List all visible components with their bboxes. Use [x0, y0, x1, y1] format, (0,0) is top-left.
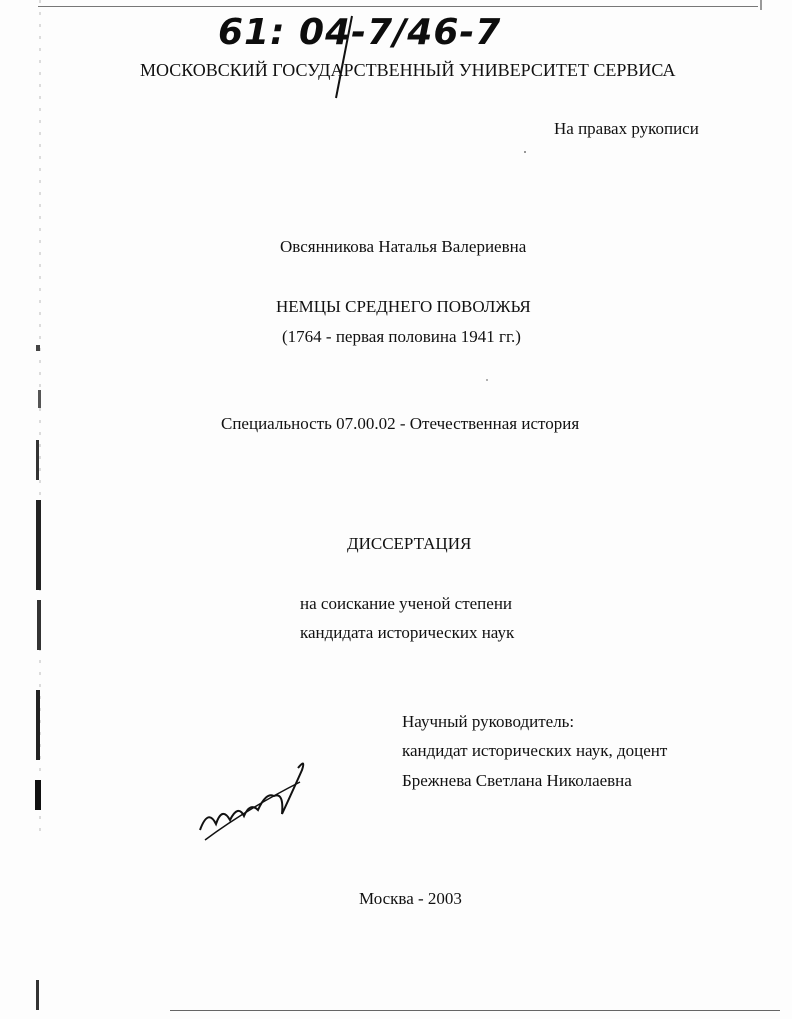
- dissertation-title: НЕМЦЫ СРЕДНЕГО ПОВОЛЖЬЯ: [276, 297, 531, 316]
- scan-mark: [36, 440, 39, 480]
- scan-mark: [760, 0, 762, 10]
- archive-code: 61: 04-7/46-7: [218, 12, 502, 53]
- scan-mark: [36, 345, 40, 351]
- city-year: Москва - 2003: [359, 889, 462, 908]
- scan-mark: [36, 690, 40, 760]
- degree-line-1: на соискание ученой степени: [300, 594, 513, 613]
- scan-mark: [37, 600, 41, 650]
- author-name: Овсянникова Наталья Валериевна: [280, 237, 527, 256]
- document-type: ДИССЕРТАЦИЯ: [347, 534, 472, 553]
- scan-bottom-edge: [170, 1010, 780, 1011]
- scan-speck: [486, 379, 488, 381]
- specialty: Специальность 07.00.02 - Отечественная история: [221, 414, 580, 433]
- university-name: МОСКОВСКИЙ ГОСУДАРСТВЕННЫЙ УНИВЕРСИТЕТ СЕРВИСА: [140, 60, 676, 80]
- scan-mark: [36, 500, 41, 590]
- degree-line-2: кандидата исторических наук: [300, 623, 515, 642]
- supervisor-rank: кандидат исторических наук, доцент: [402, 741, 668, 760]
- supervisor-name: Брежнева Светлана Николаевна: [402, 771, 632, 790]
- supervisor-label: Научный руководитель:: [402, 712, 575, 731]
- scan-mark: [35, 780, 41, 810]
- dissertation-period: (1764 - первая половина 1941 гг.): [282, 327, 521, 346]
- scan-mark: [38, 390, 41, 408]
- scan-speck: [524, 151, 526, 153]
- manuscript-rights: На правах рукописи: [554, 119, 699, 138]
- scan-mark: [36, 980, 39, 1010]
